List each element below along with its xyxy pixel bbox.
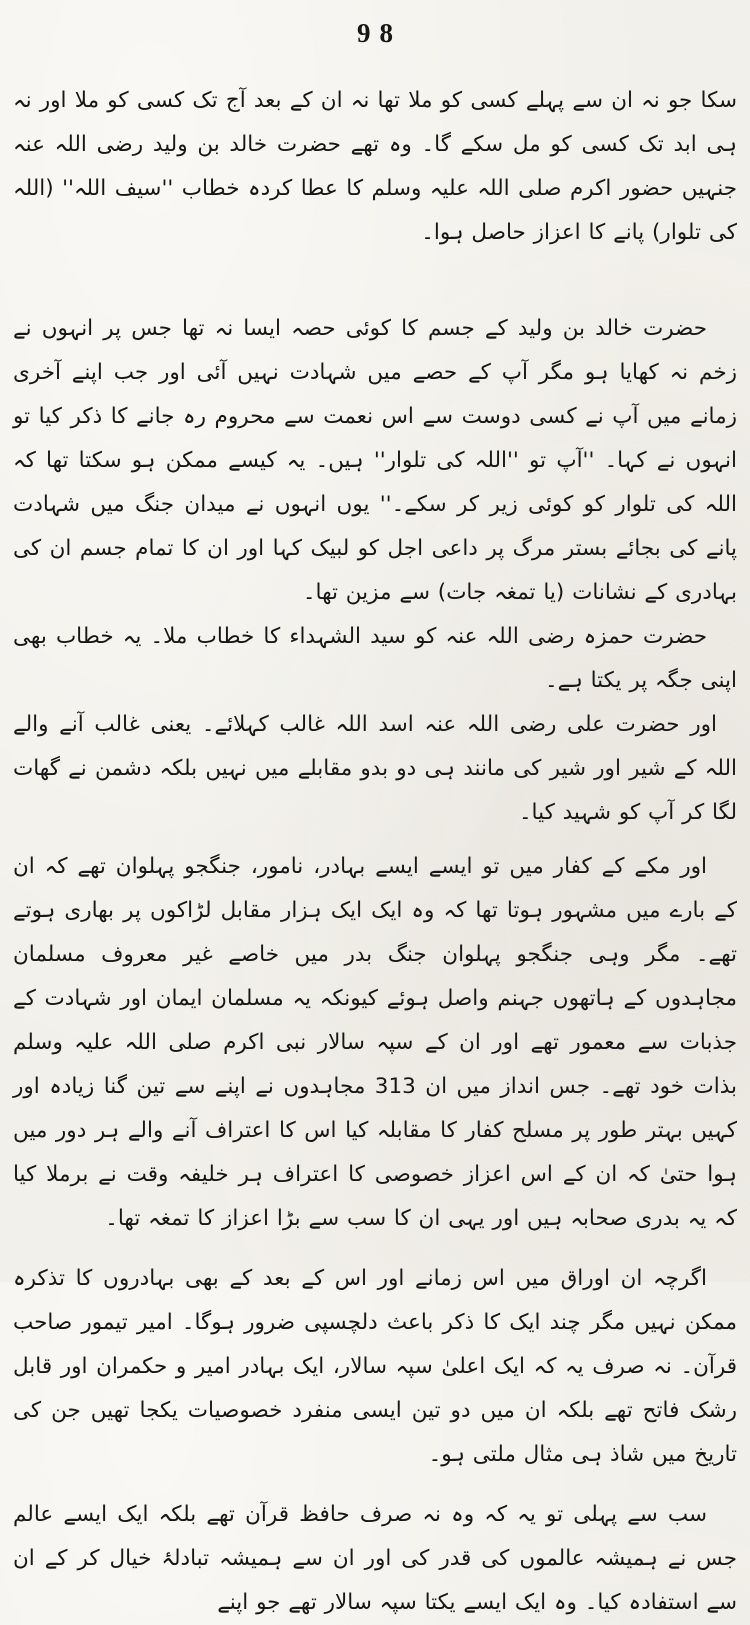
urdu-paragraph-continuation: سکا جو نہ ان سے پہلے کسی کو ملا تھا نہ ان کے بعد آج تک کسی کو ملا اور نہ ہی ابد تک کسی کو مل سکے گا۔ وہ تھے حضرت خالد بن ولید رضی اللہ عنہ جنہیں حضور اکرم صلی اللہ علیہ وسلم کا عطا کردہ خطاب ''سیف اللہ'' (اللہ کی تلوار) پانے کا اعزاز حاصل ہوا۔ — [13, 88, 737, 245]
urdu-paragraph-khalid-bin-waleed: حضرت خالد بن ولید کے جسم کا کوئی حصہ ایسا نہ تھا جس پر انہوں نے زخم نہ کھایا ہو مگر آپ کے حصے میں شہادت نہیں آئی اور جب اپنے آخری زمانے میں آپ نے کسی دوست سے اس نعمت سے محروم رہ جانے کا ذکر کیا تو انہوں نے کہا۔ ''آپ تو ''اللہ کی تلوار'' ہیں۔ یہ کیسے ممکن ہو سکتا تھا کہ اللہ کی تلوار کو کوئی زیر کر سکے۔'' یوں انہوں نے میدان جنگ میں شہادت پانے کی بجائے بستر مرگ پر داعی اجل کو لبیک کہا اور ان کا تمام جسم ان کی بہادری کے نشانات (یا تمغہ جات) سے مزین تھا۔ — [13, 316, 737, 605]
paragraph-gap — [13, 1477, 737, 1493]
paragraph-gap — [13, 835, 737, 845]
paragraph-gap — [13, 1241, 737, 1257]
urdu-paragraph-amir-taimur: اگرچہ ان اوراق میں اس زمانے اور اس کے بعد کے بھی بہادروں کا تذکرہ ممکن نہیں مگر چند ایک کا ذکر باعث دلچسپی ضرور ہوگا۔ امیر تیمور صاحب قرآن۔ نہ صرف یہ کہ ایک اعلیٰ سپہ سالار، ایک بہادر امیر و حکمران اور قابل رشک فاتح تھے بلکہ ان میں دو تین ایسی منفرد خصوصیات یکجا تھیں جن کی تاریخ میں شاذ ہی مثال ملتی ہو۔ — [13, 1266, 737, 1467]
urdu-paragraph-ali: اور حضرت علی رضی اللہ عنہ اسد اللہ غالب کہلائے۔ یعنی غالب آنے والے اللہ کے شیر اور شیر کی مانند ہی دو بدو مقابلے میں نہیں بلکہ دشمن نے گھات لگا کر آپ کو شہید کیا۔ — [13, 712, 737, 825]
urdu-paragraph-hafiz-quran: سب سے پہلی تو یہ کہ وہ نہ صرف حافظ قرآن تھے بلکہ ایک ایسے عالم جس نے ہمیشہ عالموں کی قدر کی اور ان سے ہمیشہ تبادلۂ خیال کر کے ان سے استفادہ کیا۔ وہ ایک ایسے یکتا سپہ سالار تھے جو اپنے — [13, 1502, 737, 1615]
section-gap — [13, 255, 737, 307]
page-number: 98 — [357, 18, 402, 48]
urdu-paragraph-hamza: حضرت حمزہ رضی اللہ عنہ کو سید الشہداء کا خطاب ملا۔ یہ خطاب بھی اپنی جگہ پر یکتا ہے۔ — [13, 624, 737, 693]
urdu-paragraph-badr-313: اور مکے کے کفار میں تو ایسے ایسے بہادر، نامور، جنگجو پہلوان تھے کہ ان کے بارے میں مشہور ہوتا تھا کہ وہ ایک ایک ہزار مقابل لڑاکوں پر بھاری ہوتے تھے۔ مگر وہی جنگجو پہلوان جنگ بدر میں خاصے غیر معروف مسلمان مجاہدوں کے ہاتھوں جہنم واصل ہوئے کیونکہ یہ مسلمان ایمان اور شہادت کے جذبات سے معمور تھے اور ان کے سپہ سالار نبی اکرم صلی اللہ علیہ وسلم بذات خود تھے۔ جس انداز میں ان 313 مجاہدوں نے اپنے سے تین گنا زیادہ اور کہیں بہتر طور پر مسلح کفار کا مقابلہ کیا اس کا اعتراف آنے والے ہر دور میں ہوا حتیٰ کہ ان کے اس اعزاز خصوصی کا اعتراف ہر خلیفہ وقت نے برملا کیا کہ یہ بدری صحابہ ہیں اور یہی ان کا سب سے بڑا اعزاز کا تمغہ تھا۔ — [13, 854, 737, 1231]
